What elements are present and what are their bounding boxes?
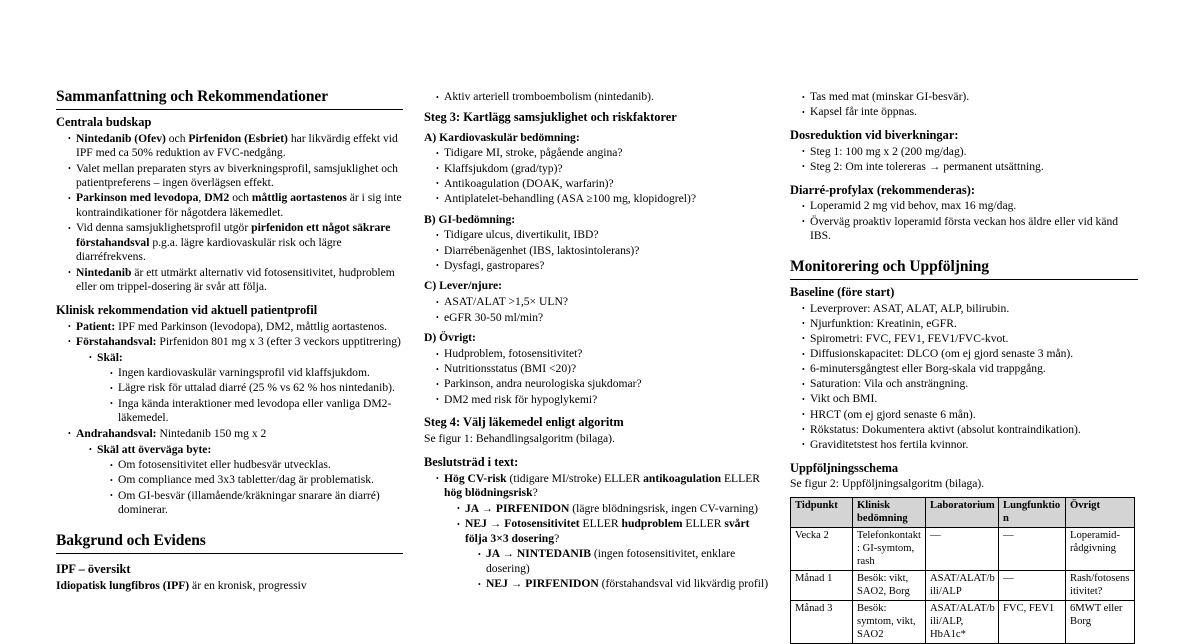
list-other — [424, 347, 769, 407]
subheading-decision-tree: Beslutsträd i text: — [424, 454, 519, 469]
table-cell: Månad 3 — [791, 601, 853, 644]
list-item: • eGFR 30-50 ml/min? — [436, 311, 769, 326]
label-andrahandsval: Andrahandsval: — [76, 426, 157, 440]
list-item: • Parkinson med levodopa, DM2 och måttlig aortastenos är i sig inte kontraindikationer för någotdera läkemedlet. — [68, 191, 403, 220]
subheading-other: D) Övrigt: — [424, 331, 476, 345]
list-item-reason-label — [89, 351, 403, 426]
text-nej-pirfenidon: (förstahandsval vid likvärdig profil) — [598, 577, 769, 591]
list-decision-level3 — [465, 547, 769, 591]
table-cell: — — [999, 571, 1066, 601]
list-item: • Hudproblem, fotosensitivitet? — [436, 347, 769, 362]
list-item: • Inga kända interaktioner med levodopa eller vanliga DM2-läkemedel. — [110, 397, 403, 426]
decision-node-nej-pirfenidon — [478, 577, 769, 592]
paragraph-step4-note: Se figur 1: Behandlingsalgoritm (bilaga). — [424, 432, 615, 446]
paragraph-ipf-overview — [56, 579, 403, 594]
list-item: • Kapsel får inte öppnas. — [802, 105, 1138, 120]
list-reason-group — [76, 351, 403, 426]
table-header-cell: Laboratorium — [926, 498, 999, 528]
subheading-clinical-recommendation: Klinisk rekommendation vid aktuell patientprofil — [56, 302, 318, 317]
decision-node-nej-foto — [457, 517, 769, 592]
list-item: • HRCT (om ej gjord senaste 6 mån). — [802, 408, 1138, 423]
column-middle — [424, 88, 769, 594]
subheading-ipf-overview: IPF – översikt — [56, 561, 131, 576]
list-cardiovascular — [424, 146, 769, 206]
list-reasons — [97, 366, 403, 426]
value-forstahandsval: Pirfenidon 801 mg x 3 (efter 3 veckors upptitrering) — [156, 334, 401, 348]
list-item: • Steg 1: 100 mg x 2 (200 mg/dag). — [802, 145, 1138, 160]
list-decision-level2 — [444, 502, 769, 592]
list-item: • Njurfunktion: Kreatinin, eGFR. — [802, 317, 1138, 332]
list-item: • Tidigare ulcus, divertikulit, IBD? — [436, 228, 769, 243]
followup-schedule-table — [790, 497, 1135, 644]
paragraph-schema-note: Se figur 2: Uppföljningsalgoritm (bilaga). — [790, 477, 985, 491]
subheading-step4: Steg 4: Välj läkemedel enligt algoritm — [424, 415, 624, 430]
list-central-messages — [56, 132, 403, 295]
table-cell: Besök: vikt, SAO2, Borg — [853, 571, 926, 601]
list-item: • Nutritionsstatus (BMI <20)? — [436, 362, 769, 377]
list-item: • Spirometri: FVC, FEV1, FEV1/FVC-kvot. — [802, 332, 1138, 347]
label-antikoagulation: antikoagulation — [643, 471, 722, 485]
term-dm2: DM2 — [204, 191, 230, 205]
table-cell: Vecka 2 — [791, 528, 853, 571]
list-item-first-choice — [68, 335, 403, 426]
list-item: • Om fotosensitivitet eller hudbesvär utvecklas. — [110, 458, 403, 473]
list-item-second-choice — [68, 427, 403, 518]
table-row — [791, 528, 1135, 571]
term-pirfenidon-esbriet: Pirfenidon (Esbriet) — [188, 131, 288, 145]
text-cv-2: ELLER — [721, 471, 761, 485]
list-item: • Ingen kardiovaskulär varningsprofil vid klaffsjukdom. — [110, 366, 403, 381]
label-hudproblem: hudproblem — [621, 517, 683, 531]
list-liver-kidney — [424, 295, 769, 325]
list-item: • Lägre risk för uttalad diarré (25 % vs 62 % hos nintedanib). — [110, 381, 403, 396]
list-item: • Överväg proaktiv loperamid första veckan hos äldre eller vid känd IBS. — [802, 215, 1138, 244]
list-item: • ASAT/ALAT >1,5× ULN? — [436, 295, 769, 310]
list-item: • Rökstatus: Dokumentera aktivt (absolut kontraindikation). — [802, 423, 1138, 438]
list-item: • Saturation: Vila och ansträngning. — [802, 377, 1138, 392]
table-row — [791, 571, 1135, 601]
list-item: • Diffusionskapacitet: DLCO (om ej gjord senaste 3 mån). — [802, 347, 1138, 362]
text-ipf-rest: är en kronisk, progressiv — [189, 578, 307, 592]
list-item: • Diarrébenägenhet (IBS, laktosintolerans)? — [436, 244, 769, 259]
list-dose-reduction — [790, 145, 1138, 175]
text-cv-3: ? — [532, 486, 538, 500]
list-decision-tree — [424, 472, 769, 592]
list-item-switch-label — [89, 443, 403, 518]
list-item: • Klaffsjukdom (grad/typ)? — [436, 162, 769, 177]
list-switch-reasons — [97, 458, 403, 518]
subheading-diarrhea-prophylaxis: Diarré-profylax (rekommenderas): — [790, 182, 976, 197]
list-item: • Dysfagi, gastropares? — [436, 259, 769, 274]
list-item: • 6-minutersgångtest eller Borg-skala vid trappgång. — [802, 362, 1138, 377]
section-heading-summary: Sammanfattning och Rekommendationer — [56, 88, 403, 110]
column-left — [56, 88, 403, 595]
term-mattlig-aortastenos: måttlig aortastenos — [251, 191, 347, 205]
subheading-gi: B) GI-bedömning: — [424, 212, 516, 226]
label-hog-cv-risk: Hög CV-risk — [444, 471, 507, 485]
list-item: • Vid denna samsjuklighetsprofil utgör pirfenidon ett något säkrare förstahandsval p.g.a. lägre kardiovaskulär risk och lägre diarréfrekvens. — [68, 221, 403, 265]
decision-node-cv-risk — [436, 472, 769, 592]
table-header-cell: Övrigt — [1066, 498, 1135, 528]
term-pirfenidon-sakrare: pirfenidon ett något säkrare förstahandsval — [76, 221, 391, 249]
list-item: • Nintedanib är ett utmärkt alternativ vid fotosensitivitet, hudproblem eller om trippel-dosering är svår att följa. — [68, 266, 403, 295]
subheading-step3: Steg 3: Kartlägg samsjuklighet och riskfaktorer — [424, 109, 677, 124]
list-gi — [424, 228, 769, 273]
text-cv-1: (tidigare MI/stroke) ELLER — [506, 471, 644, 485]
list-baseline — [790, 302, 1138, 453]
table-row — [791, 601, 1135, 644]
table-cell: Besök: symtom, vikt, SAO2 — [853, 601, 926, 644]
list-item: • Graviditetstest hos fertila kvinnor. — [802, 438, 1138, 453]
table-header-cell: Tidpunkt — [791, 498, 853, 528]
label-nej-fotosensitivitet: NEJ → Fotosensitivitet — [465, 517, 580, 531]
list-item: • Leverprover: ASAT, ALAT, ALP, bilirubin. — [802, 302, 1138, 317]
list-item: • Parkinson, andra neurologiska sjukdomar? — [436, 377, 769, 392]
term-parkinson-levodopa: Parkinson med levodopa — [76, 191, 199, 205]
column-right — [790, 88, 1138, 644]
text-ja-pirfenidon: (lägre blödningsrisk, ingen CV-varning) — [569, 501, 758, 515]
text-nej-2: ELLER — [682, 517, 725, 531]
list-administration-top — [790, 90, 1138, 120]
term-nintedanib-ofev: Nintedanib (Ofev) — [76, 131, 166, 145]
list-item: • Steg 2: Om inte tolereras → permanent utsättning. — [802, 160, 1138, 175]
label-ja-pirfenidon: JA → PIRFENIDON — [465, 501, 570, 515]
list-item: • Tas med mat (minskar GI-besvär). — [802, 90, 1138, 105]
list-item: • Nintedanib (Ofev) och Pirfenidon (Esbriet) har likvärdig effekt vid IPF med ca 50% reduktion av FVC-nedgång. — [68, 132, 403, 161]
term-ipf: Idiopatisk lungfibros (IPF) — [56, 578, 190, 592]
list-clinical-recommendation — [56, 320, 403, 518]
text-ja-nintedanib: (ingen fotosensitivitet, enklare dosering) — [486, 547, 736, 576]
list-item: • Om compliance med 3x3 tabletter/dag är problematisk. — [110, 473, 403, 488]
list-item: • Om GI-besvär (illamående/kräkningar snarare än diarré) dominerar. — [110, 489, 403, 518]
label-ja-nintedanib: JA → NINTEDANIB — [486, 547, 592, 561]
section-heading-background: Bakgrund och Evidens — [56, 532, 403, 554]
table-header-row — [791, 498, 1135, 528]
list-item: • Antiplatelet-behandling (ASA ≥100 mg, klopidogrel)? — [436, 192, 769, 207]
decision-node-ja-pirfenidon — [457, 502, 769, 517]
list-diarrhea-prophylaxis — [790, 199, 1138, 243]
table-cell: Loperamid-rådgivning — [1066, 528, 1135, 571]
term-nintedanib: Nintedanib — [76, 265, 132, 279]
label-forstahandsval: Förstahandsval: — [76, 334, 157, 348]
table-cell: Månad 1 — [791, 571, 853, 601]
table-cell: 6MWT eller Borg — [1066, 601, 1135, 644]
list-switch-group — [76, 443, 403, 518]
label-patient: Patient: — [76, 319, 116, 333]
label-svart-folja-dosering: svårt följa 3×3 dosering — [465, 517, 750, 545]
subheading-followup-schema: Uppföljningsschema — [790, 460, 899, 475]
section-heading-monitoring: Monitorering och Uppföljning — [790, 258, 1138, 280]
subheading-baseline: Baseline (före start) — [790, 284, 895, 299]
label-skal-byte: Skäl att överväga byte: — [97, 442, 212, 456]
table-cell: Telefonkontakt: GI-symtom, rash — [853, 528, 926, 571]
table-cell: ASAT/ALAT/bili/ALP — [926, 571, 999, 601]
table-cell: FVC, FEV1 — [999, 601, 1066, 644]
table-header-cell: Lungfunktion — [999, 498, 1066, 528]
label-skal: Skäl: — [97, 350, 123, 364]
list-item-patient — [68, 320, 403, 335]
subheading-central-messages: Centrala budskap — [56, 114, 152, 129]
table-cell: — — [926, 528, 999, 571]
list-item: • Aktiv arteriell tromboembolism (nintedanib). — [436, 90, 769, 105]
text-nej-1: ELLER — [579, 517, 622, 531]
list-item: • Valet mellan preparaten styrs av biverkningsprofil, samsjuklighet och patientpreferens – ingen överlägsen effekt. — [68, 162, 403, 191]
table-cell: — — [999, 528, 1066, 571]
value-andrahandsval: Nintedanib 150 mg x 2 — [156, 426, 267, 440]
subheading-dose-reduction: Dosreduktion vid biverkningar: — [790, 127, 959, 142]
table-cell: Rash/fotosensitivitet? — [1066, 571, 1135, 601]
list-item: • Loperamid 2 mg vid behov, max 16 mg/dag. — [802, 199, 1138, 214]
list-item: • DM2 med risk för hypoglykemi? — [436, 393, 769, 408]
table-cell: ASAT/ALAT/bili/ALP, HbA1c* — [926, 601, 999, 644]
three-column-layout — [0, 88, 1191, 644]
list-item: • Vikt och BMI. — [802, 392, 1138, 407]
value-patient: IPF med Parkinson (levodopa), DM2, måttlig aortastenos. — [115, 319, 388, 333]
text-nej-3: ? — [554, 531, 560, 545]
decision-node-ja-nintedanib — [478, 547, 769, 576]
list-continuation-top — [424, 90, 769, 105]
list-item: • Antikoagulation (DOAK, warfarin)? — [436, 177, 769, 192]
table-header-cell: Klinisk bedömning — [853, 498, 926, 528]
label-hog-blodningsrisk: hög blödningsrisk — [444, 486, 533, 500]
list-item: • Tidigare MI, stroke, pågående angina? — [436, 146, 769, 161]
subheading-cardiovascular: A) Kardiovaskulär bedömning: — [424, 130, 580, 144]
subheading-liver-kidney: C) Lever/njure: — [424, 279, 503, 293]
label-nej-pirfenidon: NEJ → PIRFENIDON — [486, 577, 599, 591]
